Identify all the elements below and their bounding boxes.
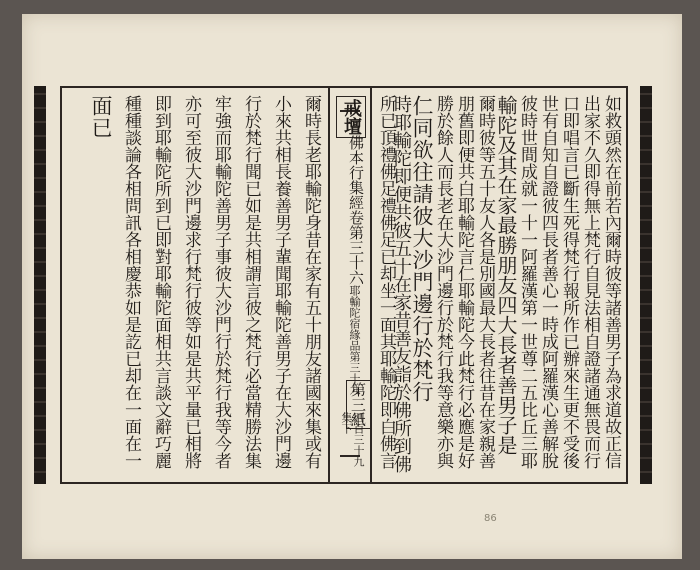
- spine-page-number: 四百三十九: [352, 412, 365, 467]
- text-column: 如救頭然在前若內爾時彼等諸善男子為求道故正信: [601, 95, 621, 469]
- pencil-page-note: 86: [484, 513, 497, 524]
- text-column: 面已: [89, 95, 113, 139]
- text-column: 口即唱言已斷生死得梵行報所作已辦來生更不受後: [559, 95, 579, 469]
- text-column: 所已頂禮佛足禮佛足已却坐一面其耶輸陀即白佛言: [376, 95, 396, 469]
- spine-fold-number: 第三紙: [346, 380, 371, 429]
- text-column: 時耶輸陀即便共彼五十在家昔善友詣於佛所到佛: [391, 95, 412, 473]
- text-column: 行於梵行聞已如是共相謂言彼之梵行必當精勝法集: [241, 95, 261, 469]
- text-column: 爾時彼等五十友人各是別國最大長者往昔在家親善: [475, 95, 495, 469]
- text-column: 勝於餘人而長老在大沙門邊行於梵行我等意樂亦與: [433, 95, 453, 469]
- right-border-pattern: [640, 86, 652, 484]
- left-border-pattern: [34, 86, 46, 484]
- text-column: 彼時世間成就一十一阿羅漢第一世尊二五比丘三耶: [517, 95, 537, 469]
- text-column: 牢強而耶輸陀善男子事彼大沙門行於梵行我等今者: [211, 95, 231, 469]
- text-column: 仁同欲往請彼大沙門邊行於梵行: [410, 95, 434, 403]
- text-column: 輸陀及其在家最勝朋友四大長者善男子是: [494, 95, 518, 455]
- text-column: 即到耶輸陀所到已即對耶輸陀面相共言談文辭巧麗: [151, 95, 171, 469]
- spine-volume: 佛本行集經卷第三十六: [347, 135, 365, 285]
- spine-title: 戒壇: [336, 96, 366, 138]
- spine-subtitle: 耶輸陀宿緣品第三十九: [348, 285, 361, 395]
- text-column: 小來共相長養善男子輩聞耶輸陀善男子在大沙門邊: [271, 95, 291, 469]
- spine-series: 集下: [340, 412, 353, 434]
- text-column: 出家不久即得無上梵行自見法相自證諸通無畏而行: [580, 95, 600, 469]
- text-column: 朋舊即便共白耶輸陀言仁耶輸陀今此梵行必應是好: [454, 95, 474, 469]
- text-column: 亦可至彼大沙門邊求行梵行彼等如是共平量已相將: [181, 95, 201, 469]
- text-column: 爾時長老耶輸陀身昔在家有五十朋友諸國來集或有: [301, 95, 321, 469]
- text-column: 種種談論各相問訊各相慶恭如是訖已却在一面在一: [121, 95, 141, 469]
- text-column: 世有自知自證彼四長者善心一時成阿羅漢心善解脫: [538, 95, 558, 469]
